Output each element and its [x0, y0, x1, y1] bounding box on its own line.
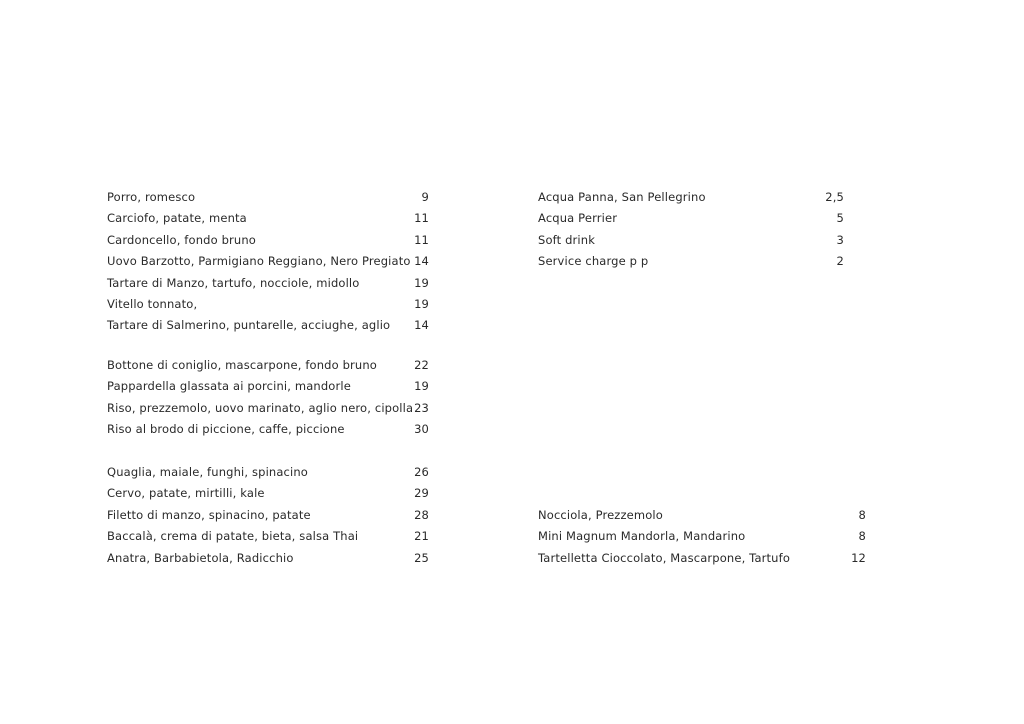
item-name: Uovo Barzotto, Parmigiano Reggiano, Nero Pregiato — [107, 254, 411, 269]
item-price: 11 — [414, 211, 429, 226]
item-name: Mini Magnum Mandorla, Mandarino — [538, 529, 746, 544]
menu-item — [107, 294, 429, 315]
menu-item — [107, 251, 429, 272]
item-price: 29 — [414, 486, 429, 501]
item-name: Carciofo, patate, menta — [107, 211, 247, 226]
item-price: 22 — [414, 358, 429, 372]
item-name: Cardoncello, fondo bruno — [107, 232, 256, 247]
menu-item — [538, 548, 866, 569]
item-name: Vitello tonnato, — [107, 296, 198, 311]
item-name: Service charge p p — [538, 254, 649, 269]
item-name: Tartare di Manzo, tartufo, nocciole, midollo — [107, 275, 360, 290]
item-name: Soft drink — [538, 232, 596, 247]
item-name: Riso al brodo di piccione, caffe, piccione — [107, 422, 345, 437]
item-name: Acqua Perrier — [538, 211, 618, 226]
item-name: Porro, romesco — [107, 190, 196, 204]
item-price: 3 — [836, 232, 844, 247]
menu-item — [107, 398, 429, 419]
item-price: 21 — [414, 529, 429, 544]
item-name: Bottone di coniglio, mascarpone, fondo bruno — [107, 358, 377, 372]
item-name: Riso, prezzemolo, uovo marinato, aglio nero, cipolla — [107, 400, 414, 415]
menu-item — [107, 273, 429, 294]
item-name: Quaglia, maiale, funghi, spinacino — [107, 465, 308, 479]
item-price: 8 — [858, 508, 866, 522]
menu-item — [538, 251, 844, 272]
menu-item — [107, 505, 429, 526]
menu-item — [538, 505, 866, 526]
menu-item — [538, 526, 866, 547]
item-name: Nocciola, Prezzemolo — [538, 508, 663, 522]
item-price: 23 — [414, 400, 429, 415]
item-price: 2 — [836, 254, 844, 269]
menu-item — [107, 548, 429, 569]
item-price: 25 — [414, 550, 429, 565]
item-price: 14 — [414, 254, 429, 269]
item-name: Baccalà, crema di patate, bieta, salsa Thai — [107, 529, 359, 544]
item-price: 14 — [414, 318, 429, 333]
item-price: 19 — [414, 296, 429, 311]
item-price: 2,5 — [825, 190, 844, 204]
menu-item — [538, 230, 844, 251]
item-name: Acqua Panna, San Pellegrino — [538, 190, 706, 204]
item-price: 19 — [414, 379, 429, 394]
item-price: 5 — [836, 211, 844, 226]
item-name: Anatra, Barbabietola, Radicchio — [107, 550, 294, 565]
primi-section — [107, 355, 429, 441]
menu-item — [107, 230, 429, 251]
item-price: 19 — [414, 275, 429, 290]
drinks-section — [538, 187, 844, 273]
item-price: 9 — [421, 190, 429, 204]
item-name: Tartelletta Cioccolato, Mascarpone, Tartufo — [538, 550, 791, 565]
menu-item — [538, 187, 844, 208]
menu-item — [107, 315, 429, 336]
menu-item — [107, 187, 429, 208]
menu-item — [538, 208, 844, 229]
item-price: 30 — [414, 422, 429, 437]
item-price: 11 — [414, 232, 429, 247]
item-price: 8 — [858, 529, 866, 544]
menu-item — [107, 462, 429, 483]
menu-item — [107, 483, 429, 504]
item-price: 28 — [414, 507, 429, 522]
item-price: 26 — [414, 465, 429, 479]
item-price: 12 — [851, 550, 866, 565]
item-name: Pappardella glassata ai porcini, mandorle — [107, 379, 351, 394]
menu-item — [107, 419, 429, 440]
desserts-section — [538, 505, 866, 569]
item-name: Tartare di Salmerino, puntarelle, acciughe, aglio — [107, 318, 391, 333]
menu-item — [107, 376, 429, 397]
secondi-section — [107, 462, 429, 569]
menu-item — [107, 208, 429, 229]
menu-item — [107, 526, 429, 547]
menu-item — [107, 355, 429, 376]
item-name: Filetto di manzo, spinacino, patate — [107, 507, 311, 522]
item-name: Cervo, patate, mirtilli, kale — [107, 486, 265, 501]
starters-section — [107, 187, 429, 337]
